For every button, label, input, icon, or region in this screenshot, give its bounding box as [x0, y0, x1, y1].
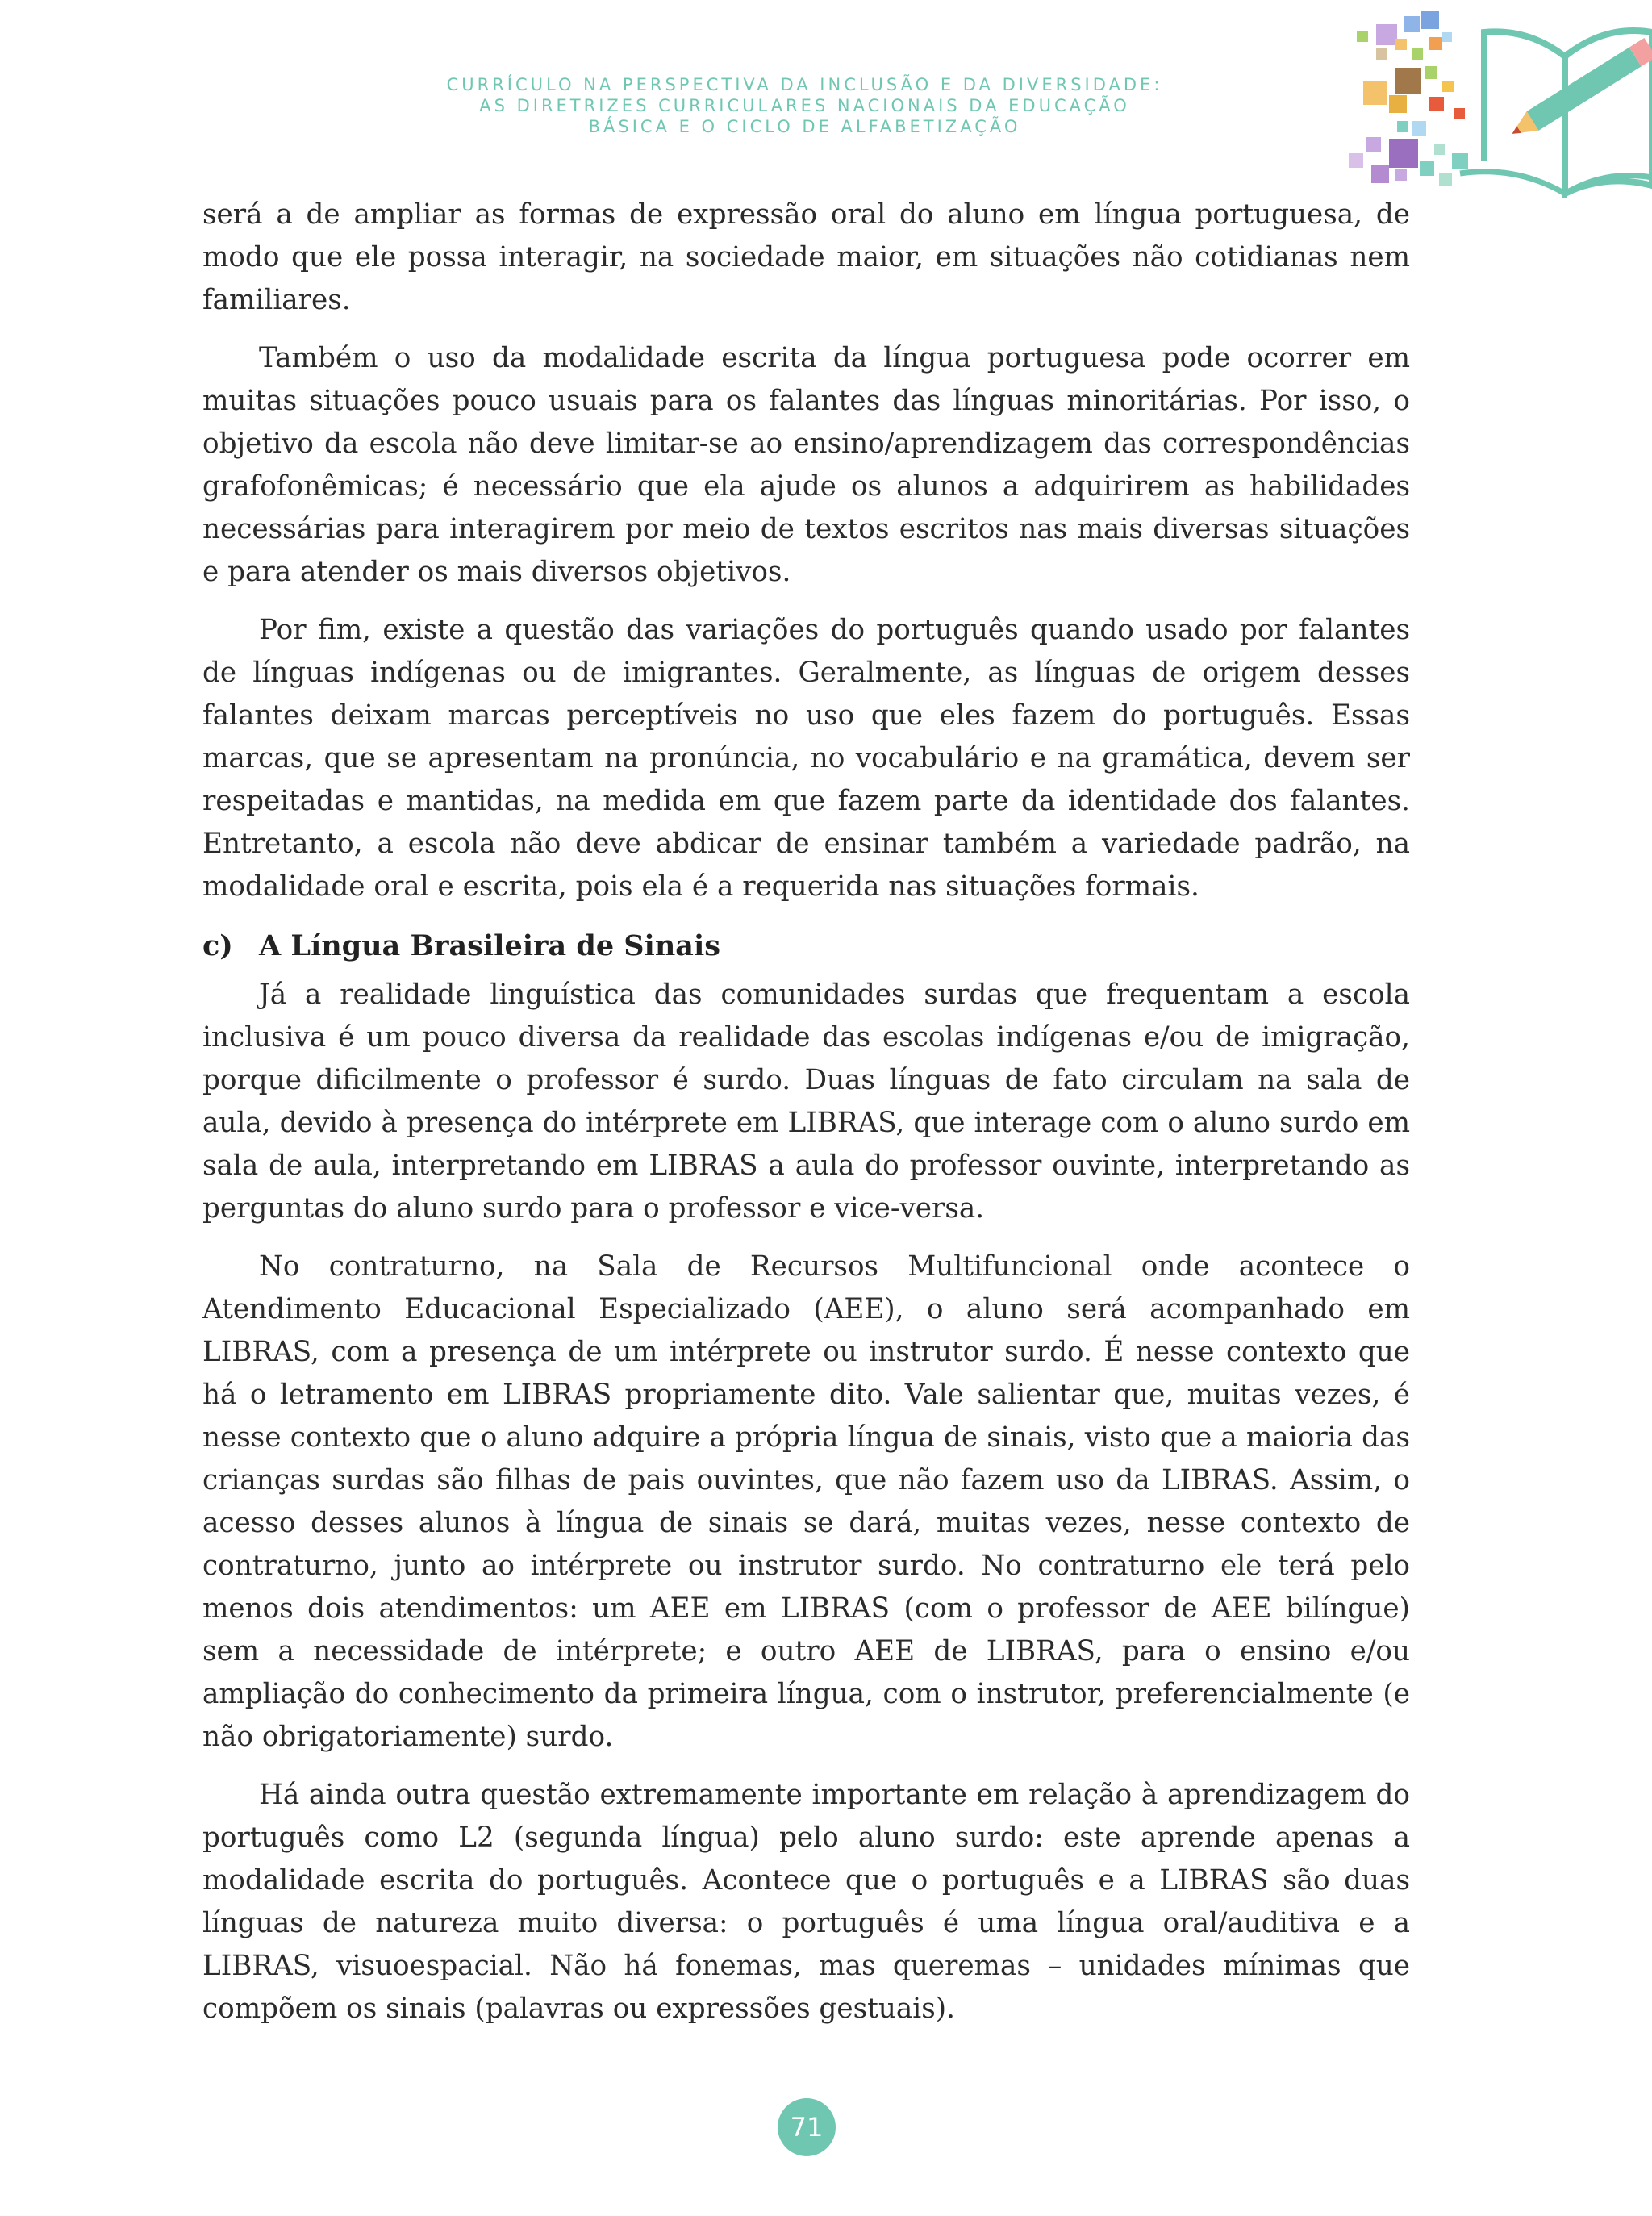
paragraph: Por fim, existe a questão das variações do português quando usado por falantes de línguas indígenas ou de imigrantes. Geralmente, as línguas de origem desses falantes deixam marcas perceptíveis no uso que eles fazem do português. Essas marcas, que se apresentam na pronúncia, no vocabulário e na gramática, devem ser respeitadas e mantidas, na medida em que fazem parte da identidade dos falantes. Entretanto, a escola não deve abdicar de ensinar também a variedade padrão, na modalidade oral e escrita, pois ela é a requerida nas situações formais. [202, 614, 1410, 903]
main-text [202, 194, 1410, 2046]
paragraph: Há ainda outra questão extremamente importante em relação à aprendizagem do português como L2 (segunda língua) pelo aluno surdo: este aprende apenas a modalidade escrita do português. Acontece que o português e a LIBRAS são duas línguas de natureza muito diversa: o português é uma língua oral/auditiva e a LIBRAS, visuoespacial. Não há fonemas, mas queremas – unidades mínimas que compõem os sinais (palavras ou expressões gestuais). [202, 1779, 1410, 2025]
running-header [363, 74, 1246, 137]
page-number: 71 [778, 2098, 836, 2156]
paragraph-continued: será a de ampliar as formas de expressão oral do aluno em língua portuguesa, de modo que ele possa interagir, na sociedade maior, em situações não cotidianas nem familiares. [202, 198, 1410, 316]
paragraph: Já a realidade linguística das comunidades surdas que frequentam a escola inclusiva é um pouco diversa da realidade das escolas indígenas e/ou de imigração, porque dificilmente o professor é surdo. Duas línguas de fato circulam na sala de aula, devido à presença do intérprete em LIBRAS, que interage com o aluno surdo em sala de aula, interpretando em LIBRAS a aula do professor ouvinte, interpretando as perguntas do aluno surdo para o professor e vice-versa. [202, 979, 1410, 1225]
section-title: A Língua Brasileira de Sinais [259, 929, 720, 962]
book-pencil-logo-icon [1339, 0, 1652, 210]
header-line-2: AS DIRETRIZES CURRICULARES NACIONAIS DA EDUCAÇÃO [479, 96, 1130, 115]
header-line-3: BÁSICA E O CICLO DE ALFABETIZAÇÃO [588, 117, 1021, 136]
paragraph: Também o uso da modalidade escrita da língua portuguesa pode ocorrer em muitas situações pouco usuais para os falantes das línguas minoritárias. Por isso, o objetivo da escola não deve limitar-se ao ensino/aprendizagem das correspondências grafofonêmicas; é necessário que ela ajude os alunos a adquirirem as habilidades necessárias para interagirem por meio de textos escritos nas mais diversas situações e para atender os mais diversos objetivos. [202, 342, 1410, 588]
section-heading [202, 924, 1410, 967]
paragraph: No contraturno, na Sala de Recursos Multifuncional onde acontece o Atendimento Educacional Especializado (AEE), o aluno será acompanhado em LIBRAS, com a presença de um intérprete ou instrutor surdo. É nesse contexto que há o letramento em LIBRAS propriamente dito. Vale salientar que, muitas vezes, é nesse contexto que o aluno adquire a própria língua de sinais, visto que a maioria das crianças surdas são filhas de pais ouvintes, que não fazem uso da LIBRAS. Assim, o acesso desses alunos à língua de sinais se dará, muitas vezes, nesse contexto de contraturno, junto ao intérprete ou instrutor surdo. No contraturno ele terá pelo menos dois atendimentos: um AEE em LIBRAS (com o professor de AEE bilíngue) sem a necessidade de intérprete; e outro AEE de LIBRAS, para o ensino e/ou ampliação do conhecimento da primeira língua, com o instrutor, preferencialmente (e não obrigatoriamente) surdo. [202, 1250, 1410, 1753]
header-line-1: CURRÍCULO NA PERSPECTIVA DA INCLUSÃO E DA DIVERSIDADE: [446, 75, 1163, 94]
section-marker: c) [202, 929, 233, 962]
